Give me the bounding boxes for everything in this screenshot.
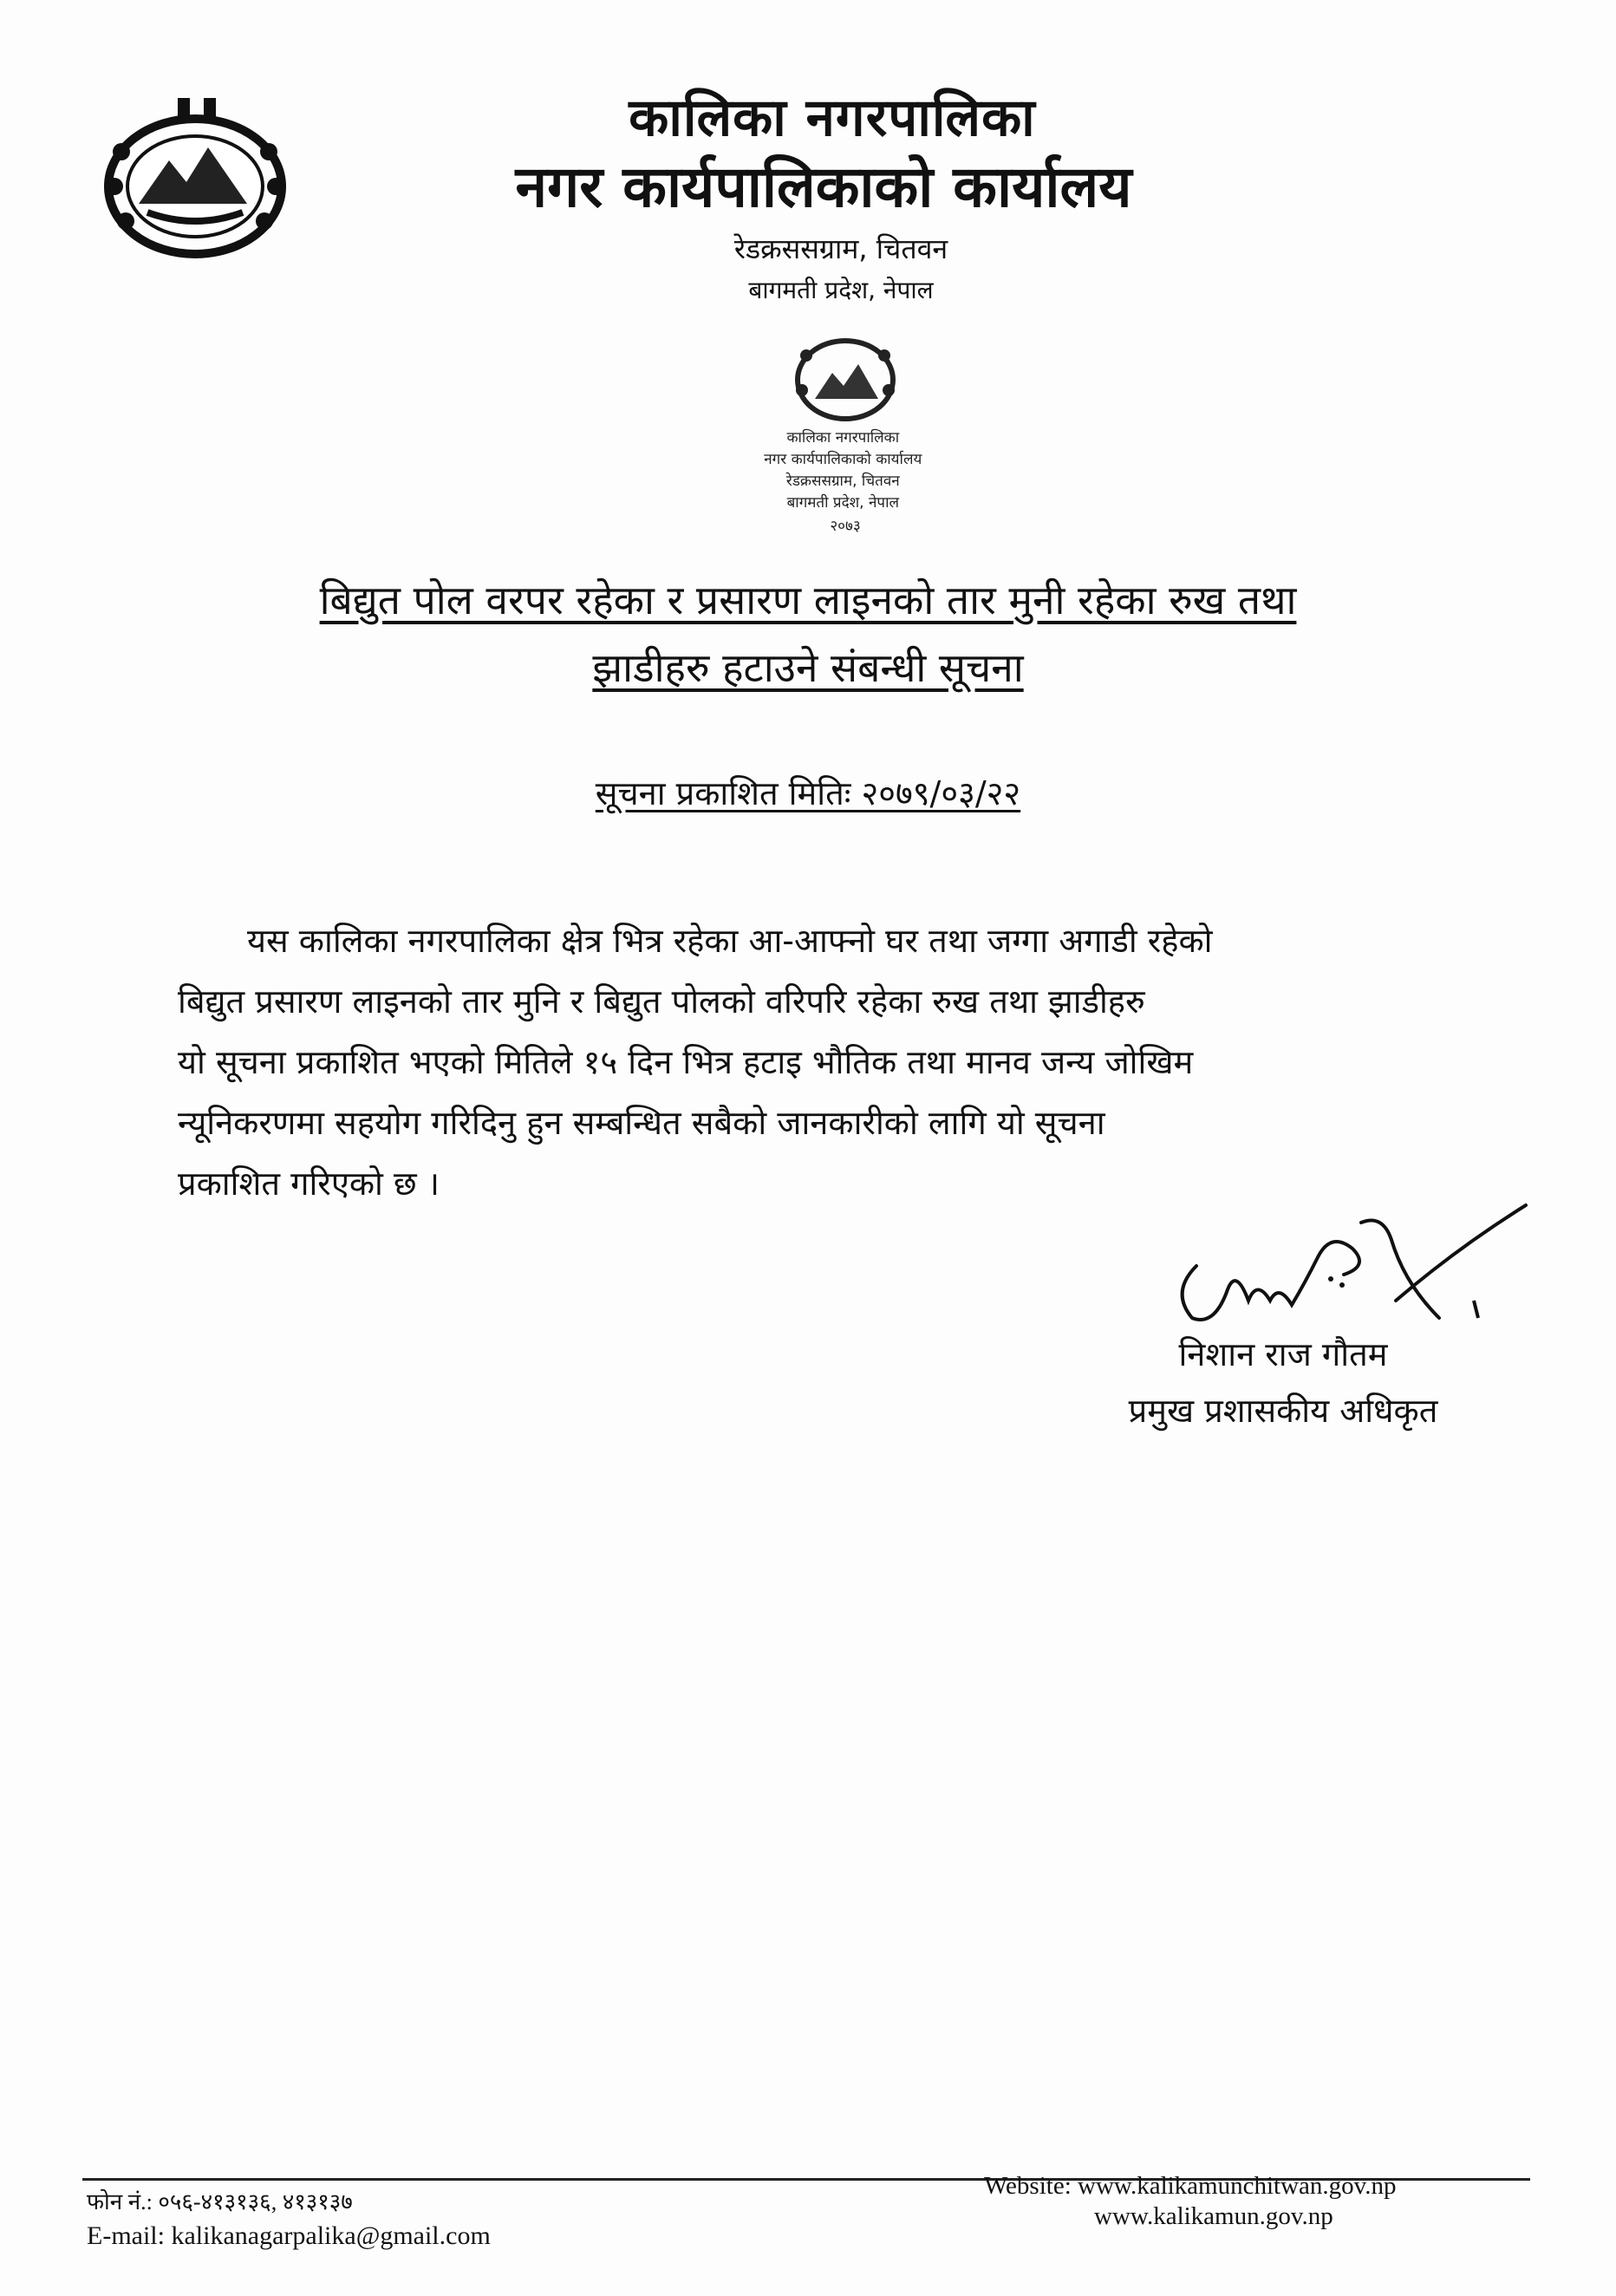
- seal-year: २०७३: [830, 518, 861, 535]
- seal-line-3: रेडक्रससग्राम, चितवन: [785, 473, 900, 490]
- footer-website-2: www.kalikamun.gov.np: [1094, 2202, 1333, 2230]
- body-line-1: यस कालिका नगरपालिका क्षेत्र भित्र रहेका आ-आफ्नो घर तथा जग्गा अगाडी रहेको: [247, 922, 1213, 960]
- seal-line-2: नगर कार्यपालिकाको कार्यालय: [764, 451, 922, 468]
- office-seal-stamp: [733, 329, 958, 572]
- address-line-1: रेडक्रससग्राम, चितवन: [733, 232, 948, 265]
- seal-line-4: बागमती प्रदेश, नेपाल: [786, 494, 900, 512]
- footer-phone: फोन नं.: ०५६-४१३१३६, ४१३१३७: [87, 2189, 353, 2214]
- body-line-4: न्यूनिकरणमा सहयोग गरिदिनु हुन सम्बन्धित सबैको जानकारीको लागि यो सूचना: [178, 1104, 1105, 1142]
- body-line-3: यो सूचना प्रकाशित भएको मितिले १५ दिन भित्र हटाइ भौतिक तथा मानव जन्य जोखिम: [178, 1043, 1194, 1081]
- published-date: सूचना प्रकाशित मितिः २०७९/०३/२२: [595, 774, 1021, 812]
- svg-text:कालिका नगरपालिका नगर कार: [764, 428, 927, 535]
- body-line-2: बिद्युत प्रसारण लाइनको तार मुनि र बिद्युत पोलको वरिपरि रहेका रुख तथा झाडीहरु: [178, 982, 1145, 1021]
- notice-title-line-1: बिद्युत पोल वरपर रहेका र प्रसारण लाइनको तार मुनी रहेका रुख तथा: [319, 577, 1297, 623]
- handwritten-signature: [1144, 1197, 1543, 1344]
- address-line-2: बागमती प्रदेश, नेपाल: [748, 276, 934, 304]
- notice-title-line-2: झाडीहरु हटाउने संबन्धी सूचना: [592, 644, 1024, 691]
- nepal-emblem-icon: [95, 91, 295, 264]
- signatory-designation: प्रमुख प्रशासकीय अधिकृत: [1128, 1392, 1438, 1430]
- footer-website-1: Website: www.kalikamunchitwan.gov.np: [984, 2172, 1397, 2200]
- signatory-name: निशान राज गौतम: [1178, 1335, 1388, 1373]
- municipality-name: कालिका नगरपालिका: [629, 88, 1036, 148]
- body-line-5: प्रकाशित गरिएको छ ।: [178, 1164, 440, 1203]
- office-name: नगर कार्यपालिकाको कार्यालय: [515, 153, 1132, 220]
- footer-email: E-mail: kalikanagarpalika@gmail.com: [87, 2221, 491, 2250]
- seal-line-1: कालिका नगरपालिका: [786, 429, 900, 447]
